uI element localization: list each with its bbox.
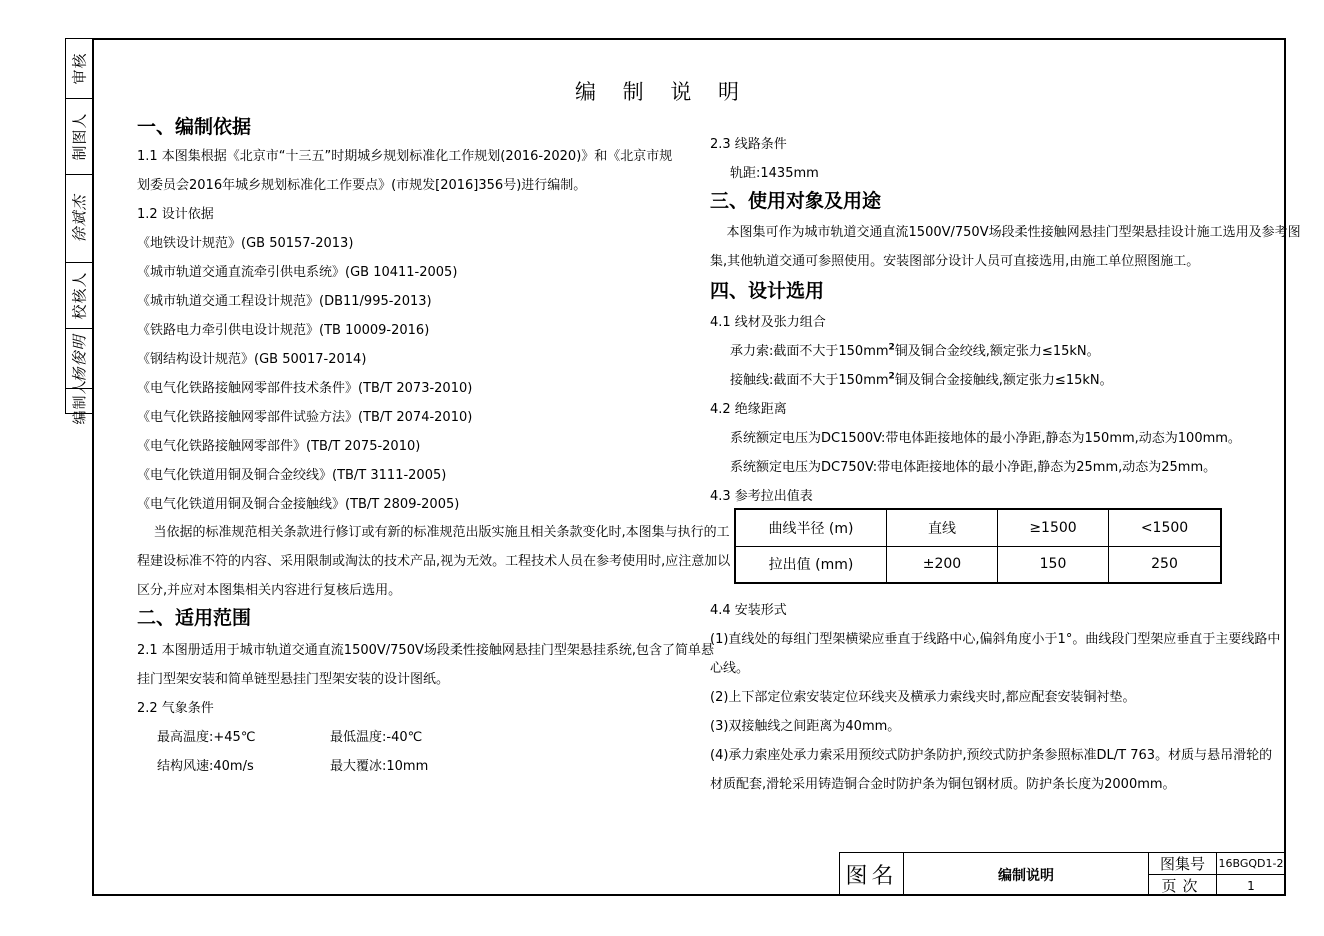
reference-item: 《铁路电力牵引供电设计规范》(TB 10009-2016) [137, 323, 430, 338]
table-row [735, 546, 1221, 583]
table-cell: 150 [998, 546, 1109, 583]
sign-cell-drafter: 制图人 [66, 99, 92, 175]
s1-note-line2: 程建设标准不符的内容、采用限制或淘汰的技术产品,视为无效。工程技术人员在参考使用时,应注意加以 [137, 554, 731, 569]
reference-item: 《钢结构设计规范》(GB 50017-2014) [137, 352, 367, 367]
install-item-4-line2: 材质配套,滑轮采用铸造铜合金时防护条为铜包钢材质。防护条长度为2000mm。 [710, 777, 1176, 792]
reference-item: 《电气化铁道用铜及铜合金接触线》(TB/T 2809-2005) [137, 497, 460, 512]
contact-wire-spec: 接触线:截面不大于$150mm^2$铜及铜合金接触线,额定张力≤15kN。 [730, 371, 1113, 388]
table-cell: 拉出值 (mm) [735, 546, 887, 583]
s3-line2: 集,其他轨道交通可参照使用。安装图部分设计人员可直接选用,由施工单位照图施工。 [710, 254, 1200, 269]
reference-item: 《城市轨道交通工程设计规范》(DB11/995-2013) [137, 294, 432, 309]
wind-speed: 结构风速:40m/s [157, 759, 254, 774]
s2-subheading: 2.2 气象条件 [137, 701, 214, 716]
min-temperature: 最低温度:-40℃ [330, 730, 423, 745]
messenger-wire-spec: 承力索:截面不大于$150mm^2$铜及铜合金绞线,额定张力≤15kN。 [730, 342, 1100, 359]
insulation-dc750: 系统额定电压为DC750V:带电体距接地体的最小净距,静态为25mm,动态为25mm。 [730, 460, 1217, 475]
install-item-1-line1: (1)直线处的每组门型架横梁应垂直于线路中心,偏斜角度小于1°。曲线段门型架应垂直于主要线路中 [710, 632, 1281, 647]
s1-subheading: 1.2 设计依据 [137, 207, 214, 222]
reference-item: 《电气化铁路接触网零部件》(TB/T 2075-2010) [137, 439, 421, 454]
title-block-page-number: 1 [1247, 878, 1255, 893]
title-block [839, 852, 1286, 896]
table-cell: 曲线半径 (m) [735, 509, 887, 546]
reference-item: 《地铁设计规范》(GB 50157-2013) [137, 236, 354, 251]
section-2-heading: 二、适用范围 [137, 607, 252, 629]
install-item-4-line1: (4)承力索座处承力索采用预绞式防护条防护,预绞式防护条参照标准DL/T 763。材质与悬吊滑轮的 [710, 748, 1273, 763]
s43-subheading: 4.3 参考拉出值表 [710, 489, 813, 504]
table-cell: 直线 [887, 509, 998, 546]
reference-item: 《电气化铁路接触网零部件技术条件》(TB/T 2073-2010) [137, 381, 473, 396]
section-1-heading: 一、编制依据 [137, 116, 252, 138]
title-block-atlas-number: 16BGQD1-2 [1217, 853, 1285, 875]
s3-line1: 本图集可作为城市轨道交通直流1500V/750V场段柔性接触网悬挂门型架悬挂设计施工选用及参考图 [710, 225, 1301, 240]
max-ice: 最大覆冰:10mm [330, 759, 429, 774]
reference-item: 《城市轨道交通直流牵引供电系统》(GB 10411-2005) [137, 265, 458, 280]
table-cell: ≥1500 [998, 509, 1109, 546]
sign-cell-checker-signature: 杨俊明 [66, 329, 92, 389]
title-block-page-label: 页次 [1149, 875, 1217, 896]
s41-subheading: 4.1 线材及张力组合 [710, 315, 826, 330]
reference-item: 《电气化铁路接触网零部件试验方法》(TB/T 2074-2010) [137, 410, 473, 425]
sign-cell-drafter-signature: 徐斌杰 [66, 175, 92, 263]
s2-para-line2: 挂门型架安装和简单链型悬挂门型架安装的设计图纸。 [137, 672, 450, 687]
s1-note-line1: 当依据的标准规范相关条款进行修订或有新的标准规范出版实施且相关条款变化时,本图集与执行的工 [137, 525, 730, 540]
insulation-dc1500: 系统额定电压为DC1500V:带电体距接地体的最小净距,静态为150mm,动态为100mm。 [730, 431, 1241, 446]
title-block-name-label: 图名 [840, 853, 904, 896]
s2-para-line1: 2.1 本图册适用于城市轨道交通直流1500V/750V场段柔性接触网悬挂门型架悬挂系统,包含了简单悬 [137, 643, 715, 658]
install-item-3: (3)双接触线之间距离为40mm。 [710, 719, 901, 734]
table-cell: <1500 [1109, 509, 1222, 546]
table-cell: 250 [1109, 546, 1222, 583]
section-4-heading: 四、设计选用 [710, 280, 825, 302]
s1-para-line2: 划委员会2016年城乡规划标准化工作要点》(市规发[2016]356号)进行编制。 [137, 178, 587, 193]
table-row [735, 509, 1221, 546]
max-temperature: 最高温度:+45℃ [157, 730, 256, 745]
s23-subheading: 2.3 线路条件 [710, 137, 787, 152]
stagger-value-table [734, 508, 1222, 584]
s1-note-line3: 区分,并应对本图集相关内容进行复核后选用。 [137, 583, 402, 598]
sign-cell-review: 审核 [66, 39, 92, 99]
page-title: 编 制 说 明 [574, 80, 750, 104]
title-block-name: 编制说明 [904, 853, 1149, 896]
reference-item: 《电气化铁道用铜及铜合金绞线》(TB/T 3111-2005) [137, 468, 447, 483]
section-3-heading: 三、使用对象及用途 [710, 190, 882, 212]
sign-cell-author: 编制人 [72, 379, 88, 425]
title-block-atlas-label: 图集号 [1149, 853, 1217, 875]
s44-subheading: 4.4 安装形式 [710, 603, 787, 618]
track-gauge: 轨距:1435mm [730, 166, 819, 181]
s42-subheading: 4.2 绝缘距离 [710, 402, 787, 417]
install-item-2: (2)上下部定位索安装定位环线夹及横承力索线夹时,都应配套安装铜衬垫。 [710, 690, 1136, 705]
table-cell: ±200 [887, 546, 998, 583]
sign-cell-checker: 校核人 [66, 263, 92, 329]
s1-para-line1: 1.1 本图集根据《北京市“十三五”时期城乡规划标准化工作规划(2016-2020)》和《北京市规 [137, 149, 673, 164]
install-item-1-line2: 心线。 [710, 661, 750, 676]
